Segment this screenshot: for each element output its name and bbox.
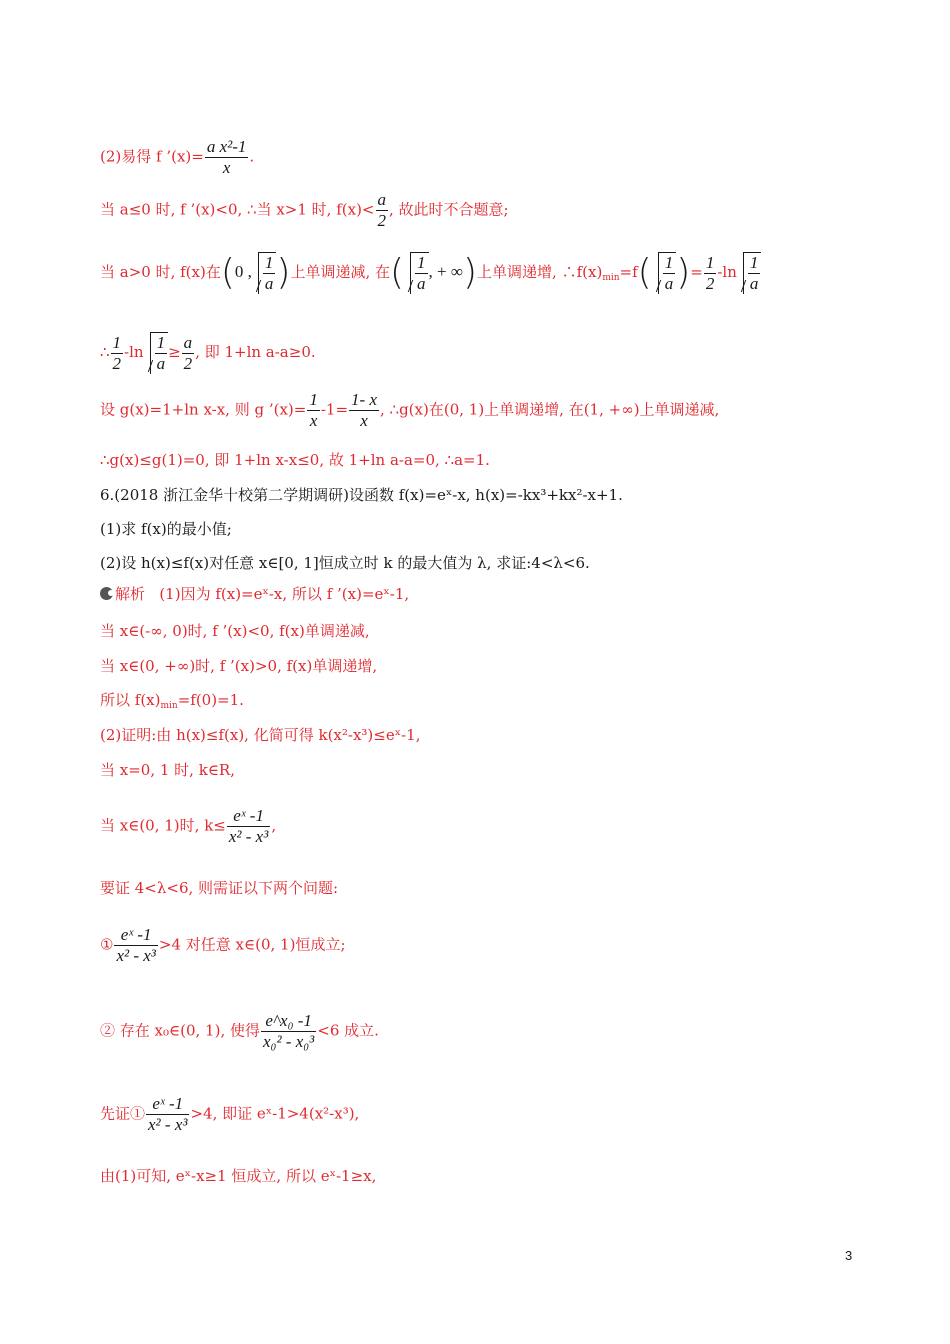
right-paren: ) xyxy=(276,252,291,293)
fraction xyxy=(748,253,761,294)
denominator: a xyxy=(749,274,759,293)
fraction xyxy=(155,333,168,374)
sqrt xyxy=(410,252,429,294)
text: ① xyxy=(100,935,114,954)
denominator: 2 xyxy=(112,353,122,373)
fraction xyxy=(415,253,428,294)
denominator: x xyxy=(309,411,318,430)
left-paren: ( xyxy=(389,252,405,293)
numerator: 1 xyxy=(417,253,426,272)
text: (2)易得 f ’(x)= xyxy=(100,147,204,166)
text: -1= xyxy=(320,400,349,419)
numerator: 1- x xyxy=(351,390,377,409)
text: ∴ xyxy=(100,343,110,361)
fraction xyxy=(263,253,276,294)
denominator: a xyxy=(664,274,674,293)
denominator: 2 xyxy=(705,273,715,293)
page-number: 3 xyxy=(845,1248,853,1263)
denominator: x xyxy=(360,411,368,430)
numerator: eˣ -1 xyxy=(114,925,157,946)
text: 设 g(x)=1+ln x-x, 则 g ’(x)= xyxy=(100,400,307,419)
text: =f xyxy=(619,263,638,281)
analysis-label: 解析 xyxy=(115,585,146,603)
analysis-line-2: 当 x∈(-∞, 0)时, f ’(x)<0, f(x)单调递减, xyxy=(100,622,370,640)
analysis-line-8: 要证 4<λ<6, 则需证以下两个问题: xyxy=(100,879,339,897)
sqrt xyxy=(150,332,169,374)
numerator: eˣ -1 xyxy=(146,1094,189,1115)
text: -ln xyxy=(124,343,144,361)
analysis-line-12: 由(1)可知, eˣ-x≥1 恒成立, 所以 eˣ-1≥x, xyxy=(100,1167,377,1185)
fraction xyxy=(227,806,270,847)
analysis-line-10 xyxy=(100,1011,379,1052)
text: ≥ xyxy=(168,343,181,361)
fraction xyxy=(376,190,389,231)
solution-line-4 xyxy=(100,332,316,374)
numerator: a xyxy=(377,190,386,209)
text: 当 a≤0 时, f ’(x)<0, ∴当 x>1 时, f(x)< xyxy=(100,200,375,219)
numerator: e^x₀ -1 xyxy=(261,1011,316,1032)
analysis-icon xyxy=(100,587,113,600)
text: >4, 即证 eˣ-1>4(x²-x³), xyxy=(190,1104,360,1123)
right-paren: ) xyxy=(463,252,478,293)
denominator: x₀² - x₀³ xyxy=(262,1032,315,1051)
solution-line-5 xyxy=(100,390,719,431)
text: , 即 1+ln a-a≥0. xyxy=(195,343,316,361)
numerator: 1 xyxy=(705,252,715,272)
fraction xyxy=(205,137,249,178)
analysis-line-6: 当 x=0, 1 时, k∈R, xyxy=(100,761,235,779)
denominator: 2 xyxy=(183,353,193,373)
text: >4 对任意 x∈(0, 1)恒成立; xyxy=(158,935,346,954)
fraction xyxy=(663,253,676,294)
text: 当 x∈(0, 1)时, k≤ xyxy=(100,816,226,835)
text: , ∴g(x)在(0, 1)上单调递增, 在(1, +∞)上单调递减, xyxy=(380,400,720,419)
denominator: x xyxy=(222,158,231,177)
fraction xyxy=(349,390,379,431)
math-text: 0 , xyxy=(234,262,252,281)
denominator: 2 xyxy=(377,211,386,230)
analysis-line-11 xyxy=(100,1094,359,1135)
denominator: a xyxy=(264,274,274,293)
text: . xyxy=(249,147,255,166)
analysis-line-1 xyxy=(100,584,409,604)
problem-6-part-1: (1)求 f(x)的最小值; xyxy=(100,520,232,538)
problem-6-statement: 6.(2018 浙江金华十校第二学期调研)设函数 f(x)=eˣ-x, h(x)=-kx³+kx²-x+1. xyxy=(100,486,623,504)
fraction xyxy=(704,253,717,294)
sqrt xyxy=(743,252,762,294)
sqrt xyxy=(658,252,677,294)
numerator: a xyxy=(183,332,193,352)
solution-line-3 xyxy=(100,252,761,294)
fraction xyxy=(111,333,124,374)
denominator: a xyxy=(417,274,426,293)
fraction xyxy=(307,390,320,431)
numerator: a x²-1 xyxy=(206,137,247,156)
text: (1)因为 f(x)=eˣ-x, 所以 f ’(x)=eˣ-1, xyxy=(159,585,410,603)
numerator: 1 xyxy=(264,253,274,272)
subscript: min xyxy=(602,273,620,283)
text: -ln xyxy=(717,263,737,281)
problem-6-part-2: (2)设 h(x)≤f(x)对任意 x∈[0, 1]恒成立时 k 的最大值为 λ, 求证:4<λ<6. xyxy=(100,554,590,572)
denominator: x² - x³ xyxy=(116,946,156,965)
text: , 故此时不合题意; xyxy=(389,200,509,219)
analysis-line-5: (2)证明:由 h(x)≤f(x), 化简可得 k(x²-x³)≤eˣ-1, xyxy=(100,726,421,744)
solution-line-6: ∴g(x)≤g(1)=0, 即 1+ln x-x≤0, 故 1+ln a-a=0, ∴a=1. xyxy=(100,451,490,469)
analysis-line-3: 当 x∈(0, +∞)时, f ’(x)>0, f(x)单调递增, xyxy=(100,657,378,675)
left-paren: ( xyxy=(220,252,235,293)
fraction xyxy=(182,333,195,374)
sqrt xyxy=(258,252,277,294)
fraction xyxy=(146,1094,189,1135)
solution-line-2 xyxy=(100,190,509,231)
numerator: 1 xyxy=(112,332,122,352)
text: ② 存在 x₀∈(0, 1), 使得 xyxy=(100,1021,260,1040)
text: =f(0)=1. xyxy=(177,691,244,709)
numerator: 1 xyxy=(156,333,166,352)
math-text: , + ∞ xyxy=(428,262,463,281)
denominator: x² - x³ xyxy=(148,1115,188,1134)
numerator: 1 xyxy=(309,390,318,409)
denominator: a xyxy=(156,354,166,373)
numerator: 1 xyxy=(749,253,759,272)
right-paren: ) xyxy=(676,252,691,293)
numerator: 1 xyxy=(664,253,674,272)
text: 上单调递增, ∴f(x) xyxy=(477,263,603,281)
numerator: eˣ -1 xyxy=(227,806,270,827)
analysis-line-9 xyxy=(100,925,346,966)
analysis-line-7 xyxy=(100,806,276,847)
fraction xyxy=(261,1011,316,1052)
text: 上单调递减, 在 xyxy=(290,263,390,281)
text: = xyxy=(690,263,703,281)
subscript: min xyxy=(160,701,178,711)
denominator: x² - x³ xyxy=(228,827,269,846)
text: <6 成立. xyxy=(317,1021,379,1040)
text: 先证① xyxy=(100,1104,146,1123)
text: 所以 f(x) xyxy=(100,691,161,709)
analysis-line-4 xyxy=(100,690,244,716)
text: , xyxy=(271,816,277,835)
fraction xyxy=(114,925,157,966)
left-paren: ( xyxy=(637,252,652,293)
text: 当 a>0 时, f(x)在 xyxy=(100,263,221,281)
solution-line-1 xyxy=(100,137,254,178)
